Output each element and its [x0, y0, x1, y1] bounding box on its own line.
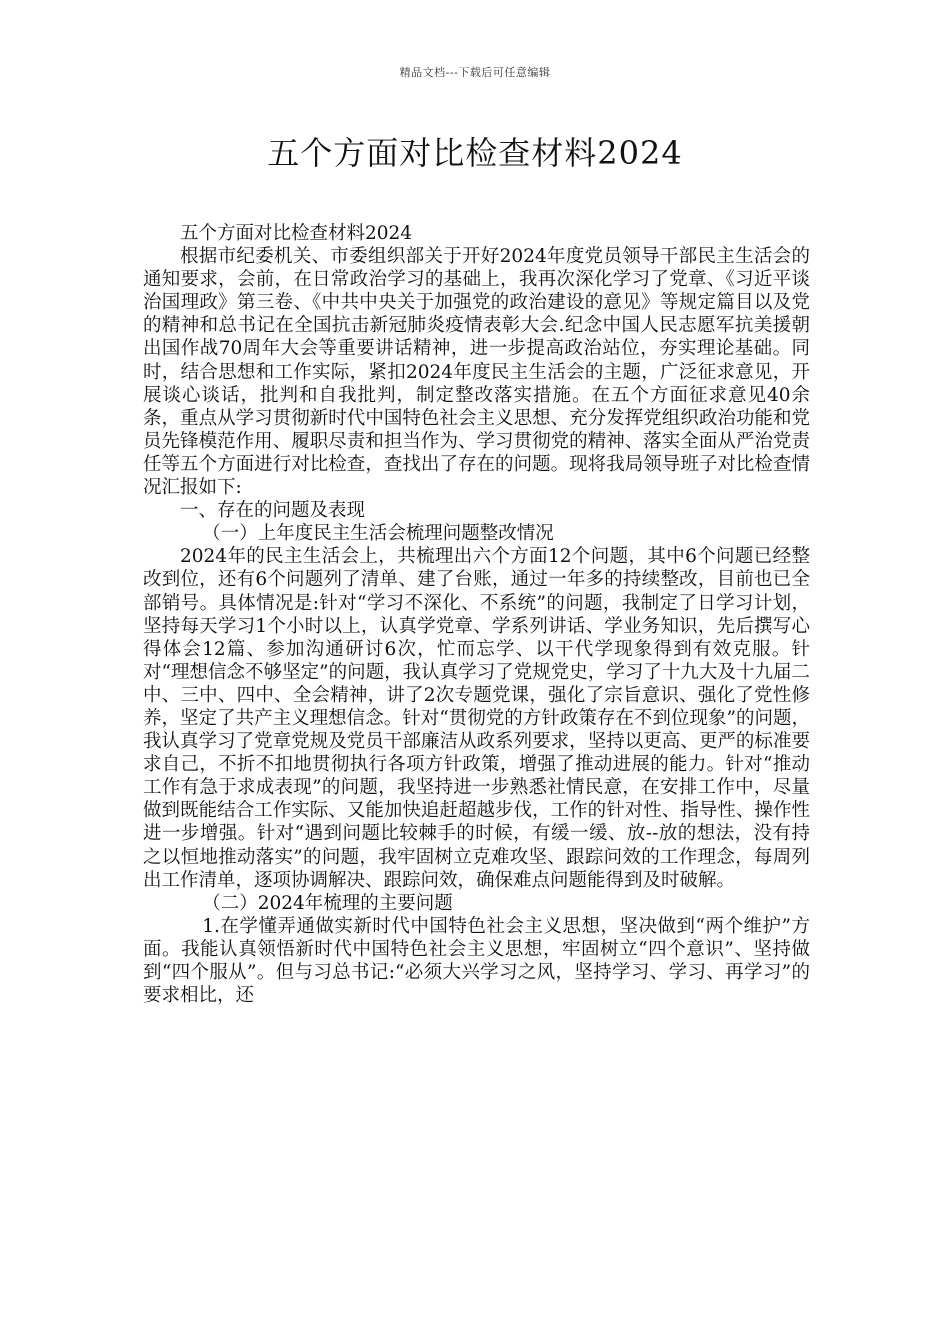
- document-title: 五个方面对比检查材料2024: [267, 134, 683, 172]
- body-paragraph: 根据市纪委机关、市委组织部关于开好2024年度党员领导干部民主生活会的通知要求，会前，在日常政治学习的基础上，我再次深化学习了党章、《习近平谈治国理政》第三卷、《中共中央关于加强党的政治建设的意见》等规定篇目以及党的精神和总书记在全国抗击新冠肺炎疫情表彰大会.纪念中国人民志愿军抗美援朝出国作战70周年大会等重要讲话精神，进一步提高政治站位，夯实理论基础。同时，结合思想和工作实际，紧扣2024年度民主生活会的主题，广泛征求意见，开展谈心谈话，批判和自我批判，制定整改落实措施。在五个方面征求意见40余条，重点从学习贯彻新时代中国特色社会主义思想、充分发挥党组织政治功能和党员先锋模范作用、履职尽责和担当作为、学习贯彻党的精神、落实全面从严治党责任等五个方面进行对比检查，查找出了存在的问题。现将我局领导班子对比检查情况汇报如下:: [143, 246, 810, 499]
- body-subtitle: 五个方面对比检查材料2024: [180, 223, 413, 244]
- section-heading: 一、存在的问题及表现: [180, 500, 366, 522]
- body-paragraph: 2024年的民主生活会上，共梳理出六个方面12个问题，其中6个问题已经整改到位，还有6个问题列了清单、建了台账，通过一年多的持续整改，目前也已全部销号。具体情况是:针对“学习不深化、不系统”的问题，我制定了日学习计划，坚持每天学习1个小时以上，认真学党章、学系列讲话、学业务知识，先后撰写心得体会12篇、参加沟通研讨6次，忙而忘学、以干代学现象得到有效克服。针对“理想信念不够坚定”的问题，我认真学习了党规党史，学习了十九大及十九届二中、三中、四中、全会精神，讲了2次专题党课，强化了宗旨意识、强化了党性修养，坚定了共产主义理想信念。针对“贯彻党的方针政策存在不到位现象”的问题，我认真学习了党章党规及党员干部廉洁从政系列要求，坚持以更高、更严的标准要求自己，不折不扣地贯彻执行各项方针政策，增强了推动进展的能力。针对“推动工作有急于求成表现”的问题，我坚持进一步熟悉社情民意，在安排工作中，尽量做到既能结合工作实际、又能加快追赶超越步伐，工作的针对性、指导性、操作性进一步增强。针对“遇到问题比较棘手的时候，有缓一缓、放--放的想法，没有持之以恒地推动落实”的问题，我牢固树立克难攻坚、跟踪问效的工作理念，每周列出工作清单，逐项协调解决、跟踪问效，确保难点问题能得到及时破解。: [143, 546, 810, 891]
- header-note: 精品文档---下载后可任意编辑: [399, 66, 551, 79]
- subsection-heading: （一）上年度民主生活会梳理问题整改情况: [202, 523, 554, 545]
- body-paragraph: 1.在学懂弄通做实新时代中国特色社会主义思想，坚决做到“两个维护”方面。我能认真领悟新时代中国特色社会主义思想，牢固树立“四个意识”、坚持做到“四个服从”。但与习总书记:“必须大兴学习之风，坚持学习、学习、再学习”的要求相比，还: [143, 915, 810, 1007]
- subsection-heading: （二）2024年梳理的主要问题: [202, 892, 453, 914]
- document-body: [143, 222, 810, 1007]
